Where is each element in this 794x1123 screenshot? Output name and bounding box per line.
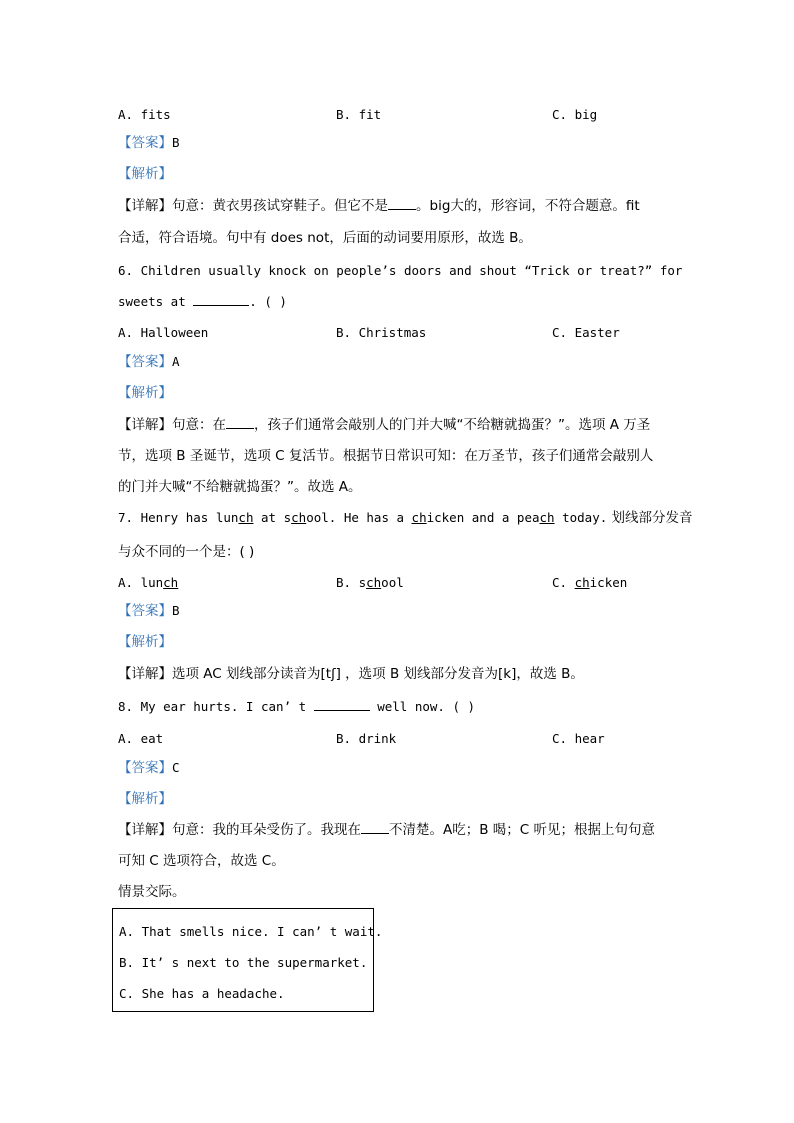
blank — [226, 416, 254, 429]
analysis-tag: 【解析】 — [118, 385, 172, 401]
q7-answer — [118, 602, 674, 620]
answer-tag: 【答案】 — [118, 760, 172, 776]
q7-analysis — [118, 633, 674, 651]
answer-tag: 【答案】 — [118, 603, 172, 619]
q8-stem-line-1: 8. My ear hurts. I can’ t well now. ( ) — [118, 699, 476, 714]
analysis-tag: 【解析】 — [118, 791, 172, 807]
detail-tag: 【详解】 — [118, 417, 172, 433]
q6-stem-line-2: sweets at . ( ) — [118, 294, 287, 309]
q5-answer — [118, 134, 674, 152]
q5-analysis — [118, 165, 674, 183]
q8-option-a: A. eat — [118, 731, 164, 746]
q5-option-b: B. fit — [336, 107, 382, 122]
q6-option-a: A. Halloween — [118, 325, 209, 340]
blank — [193, 293, 249, 306]
q7-option-b: B. school — [336, 575, 404, 590]
q8-detail-line-1: 【详解】句意：我的耳朵受伤了。我现在 不清楚。A吃；B 喝；C 听见；根据上句句意 — [118, 822, 656, 838]
blank — [361, 821, 389, 834]
q8-option-b: B. drink — [336, 731, 397, 746]
dialogue-options-box — [112, 908, 383, 1012]
answer-value: A — [172, 354, 180, 369]
q5-option-a: A. fits — [118, 107, 171, 122]
q5-detail-line-1: 【详解】句意：黄衣男孩试穿鞋子。但它不是 。big大的，形容词，不符合题意。fit — [118, 198, 640, 214]
q8-detail-line-2: 可知 C 选项符合，故选 C。 — [118, 853, 285, 869]
answer-value: B — [172, 603, 180, 618]
answer-value: C — [172, 760, 180, 775]
analysis-tag: 【解析】 — [118, 166, 172, 182]
q6-detail-line-1: 【详解】句意：在 ，孩子们通常会敲别人的门并大喊“不给糖就捣蛋？”。选项 A 万圣 — [118, 417, 651, 433]
blank — [314, 698, 370, 711]
q5-option-c: C. big — [552, 107, 598, 122]
q6-detail-line-3: 的门并大喊“不给糖就捣蛋？”。故选 A。 — [118, 479, 362, 495]
q6-answer — [118, 353, 674, 371]
q6-option-c: C. Easter — [552, 325, 620, 340]
answer-tag: 【答案】 — [118, 354, 172, 370]
blank — [388, 197, 416, 210]
answer-tag: 【答案】 — [118, 135, 172, 151]
q6-stem-line-1: 6. Children usually knock on people’s doors and shout “Trick or treat?” for — [118, 263, 683, 278]
box-item-b: B. It’ s next to the supermarket. — [119, 955, 368, 970]
q6-option-b: B. Christmas — [336, 325, 427, 340]
detail-tag: 【详解】 — [118, 198, 172, 214]
answer-value: B — [172, 135, 180, 150]
section-title: 情景交际。 — [118, 884, 186, 900]
q7-stem-line-1: 7. Henry has lunch at school. He has a chicken and a peach today. 划线部分发音 — [118, 510, 693, 526]
box-item-c: C. She has a headache. — [119, 986, 285, 1001]
box-item-a: A. That smells nice. I can’ t wait. — [119, 924, 383, 939]
q8-analysis — [118, 790, 674, 808]
q6-detail-line-2: 节，选项 B 圣诞节，选项 C 复活节。根据节日常识可知：在万圣节，孩子们通常会敲别人 — [118, 448, 654, 464]
q6-analysis — [118, 384, 674, 402]
detail-tag: 【详解】 — [118, 666, 172, 682]
q7-option-c: C. chicken — [552, 575, 628, 590]
q8-answer — [118, 759, 674, 777]
detail-tag: 【详解】 — [118, 822, 172, 838]
q7-detail-line-1: 【详解】选项 AC 划线部分读音为[tʃ] ，选项 B 划线部分发音为[k]，故选 B。 — [118, 666, 584, 682]
q5-detail-line-2: 合适，符合语境。句中有 does not，后面的动词要用原形，故选 B。 — [118, 230, 532, 246]
analysis-tag: 【解析】 — [118, 634, 172, 650]
q7-option-a: A. lunch — [118, 575, 179, 590]
q7-stem-line-2: 与众不同的一个是：( ) — [118, 544, 255, 560]
q8-option-c: C. hear — [552, 731, 605, 746]
